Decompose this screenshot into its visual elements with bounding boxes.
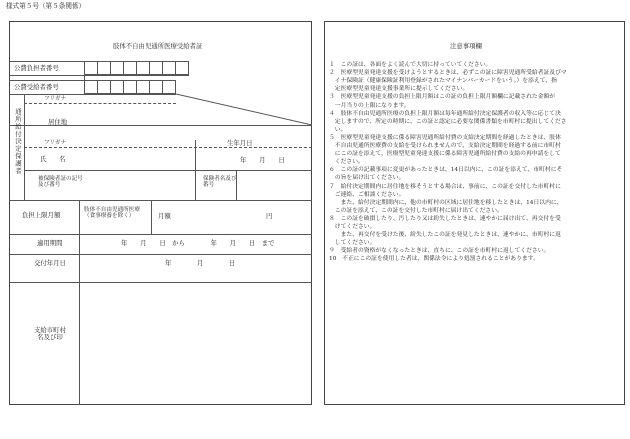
insured-label: 被保険者証の記号及び番号 [38,176,83,189]
yen-label: 円 [266,212,273,220]
number-cell[interactable] [84,80,98,94]
note-line: けてください。 [329,224,376,230]
number-cell[interactable] [123,61,137,75]
divider [79,282,80,405]
birthdate-label: 生年月日 [227,139,253,147]
note-line: 不自由児通所医療費の支給を受けられませんので、支給決定期間を経過する前に市町村 [329,143,561,149]
number-cell[interactable] [110,80,124,94]
number-cell[interactable] [97,80,111,94]
number-cell[interactable] [136,80,150,94]
note-line: い。 [329,126,347,133]
furigana-label-2: フリガナ [44,140,67,146]
form-label: 様式第５号（第５条関係） [6,2,86,10]
note-line: イナ保険証（健康保険証利用登録がされたマイナンバーカードをいう。）を添えて、指 [329,78,557,85]
number-cell[interactable] [84,61,98,75]
divider [24,147,312,148]
number-cell[interactable] [149,61,163,75]
note-line: 10 不正にこの証を使用した者は、関係法令により処罰されることがあります。 [329,256,539,263]
number-cell[interactable] [97,61,111,75]
guardian-side-label: 通所給付決定保護者 [14,108,22,175]
municipality-label: 支給市町村名及び印 [34,326,66,342]
divider [9,94,176,95]
period-value: 年 月 日 から 年 月 日 まで [121,239,275,247]
note-line: の旨を届け出てください。 [329,175,405,182]
birthdate-value: 年 月 日 [240,156,285,164]
limit-label: 負担上限月額 [22,211,61,219]
note-line: ６ この証の記載事項に変更があったときは、14日以内に、この証を添えて、市町村にそ [329,167,563,174]
note-line: ３ 医療型児童発達支援の負担上限月額はこの証の負担上限月額欄に記載された金額が [329,94,556,101]
number-cell[interactable] [123,80,137,94]
certificate-title: 肢体不自由児通所医療受給者証 [113,42,203,50]
insurer-label: 保険者名及び番号 [203,176,237,189]
period-label: 適用期間 [37,239,63,247]
notes-title: 注意事項欄 [450,42,482,50]
note-line: ８ この証を破損したり、汚したり又は紛失したときは、速やかに届け出て、再交付を受 [329,215,561,222]
divider [24,103,176,104]
divider [9,61,189,62]
number-cell[interactable] [149,80,163,94]
number-cell[interactable] [136,61,150,75]
note-line: 定しますので、所定の時期に、この証と認定に必要な関係書類を市町村に提出してくださ [329,118,567,125]
limit-desc: 肢体不自由児通所医療（食事療養を除く） [84,207,140,220]
divider [24,170,312,171]
name-label: 氏 名 [40,155,66,163]
divider [9,80,84,81]
divider [195,170,196,200]
number-cell[interactable] [162,61,176,75]
monthly-label: 月額 [158,212,171,220]
divider [9,234,312,235]
divider [151,200,152,234]
note-line: 一月当りの上限になります。 [329,102,410,109]
divider [9,282,312,283]
diagonal-slash [176,75,312,125]
note-line: ご連絡、ご相談ください。 [329,191,405,198]
divider [236,170,237,200]
public-recipient-number-label: 公費受給者番号 [14,83,59,91]
note-line: ５ 医療型児童発達支援に係る障害児通所給付費の支給決定期間を経過したときは、肢体 [329,134,561,141]
issue-date-value: 年 月 日 [165,259,236,267]
divider [9,254,312,255]
note-line: ください。 [329,159,364,166]
note-line: また、給付決定期間内に、他の市町村の区域に居住地を移したときは、14日以内に、 [329,199,563,206]
divider [9,200,312,201]
public-payer-number-label: 公費負担者番号 [14,64,59,72]
note-line: ２ 医療型児童発達支援を受けようとするときは、必ずこの証に障害児通所受給者証及びマ [329,70,567,77]
divider [84,61,85,94]
divider [9,75,189,76]
number-cell[interactable] [110,61,124,75]
note-line: この証を添えて、この証を交付した市町村に届け出てください。 [329,207,503,214]
note-line: ９ 受給者の資格がなくなったときは、直ちに、この証を市町村に返してください。 [329,248,550,255]
note-line: ４ 肢体不自由児通所医療の負担上限月額は毎年通所給付決定保護者の収入等に応じて決 [329,110,561,117]
furigana-label: フリガナ [44,96,67,102]
number-cell[interactable] [162,80,176,94]
issue-date-label: 交付年月日 [34,259,66,267]
note-line: してください。 [329,240,376,247]
divider [195,140,196,170]
address-label: 居住地 [48,118,68,126]
note-line: ７ 給付決定期間内に居住地を移そうとする場合は、事前に、この証を交付した市町村に [329,183,561,190]
note-line: また、再交付を受けた後、紛失したこの証を発見したときは、速やかに、市町村に返 [329,232,561,239]
divider [79,200,80,282]
note-line: にこの証を添えて、医療型児童発達支援に係る障害児通所給付費の支給の再申請をして [329,151,561,158]
note-line: １ この証は、各面をよく読んで大切に持っていてください。 [329,62,492,68]
note-line: 定医療型児童発達支援事業所に提示してください。 [329,86,469,93]
number-cell[interactable] [175,61,189,75]
